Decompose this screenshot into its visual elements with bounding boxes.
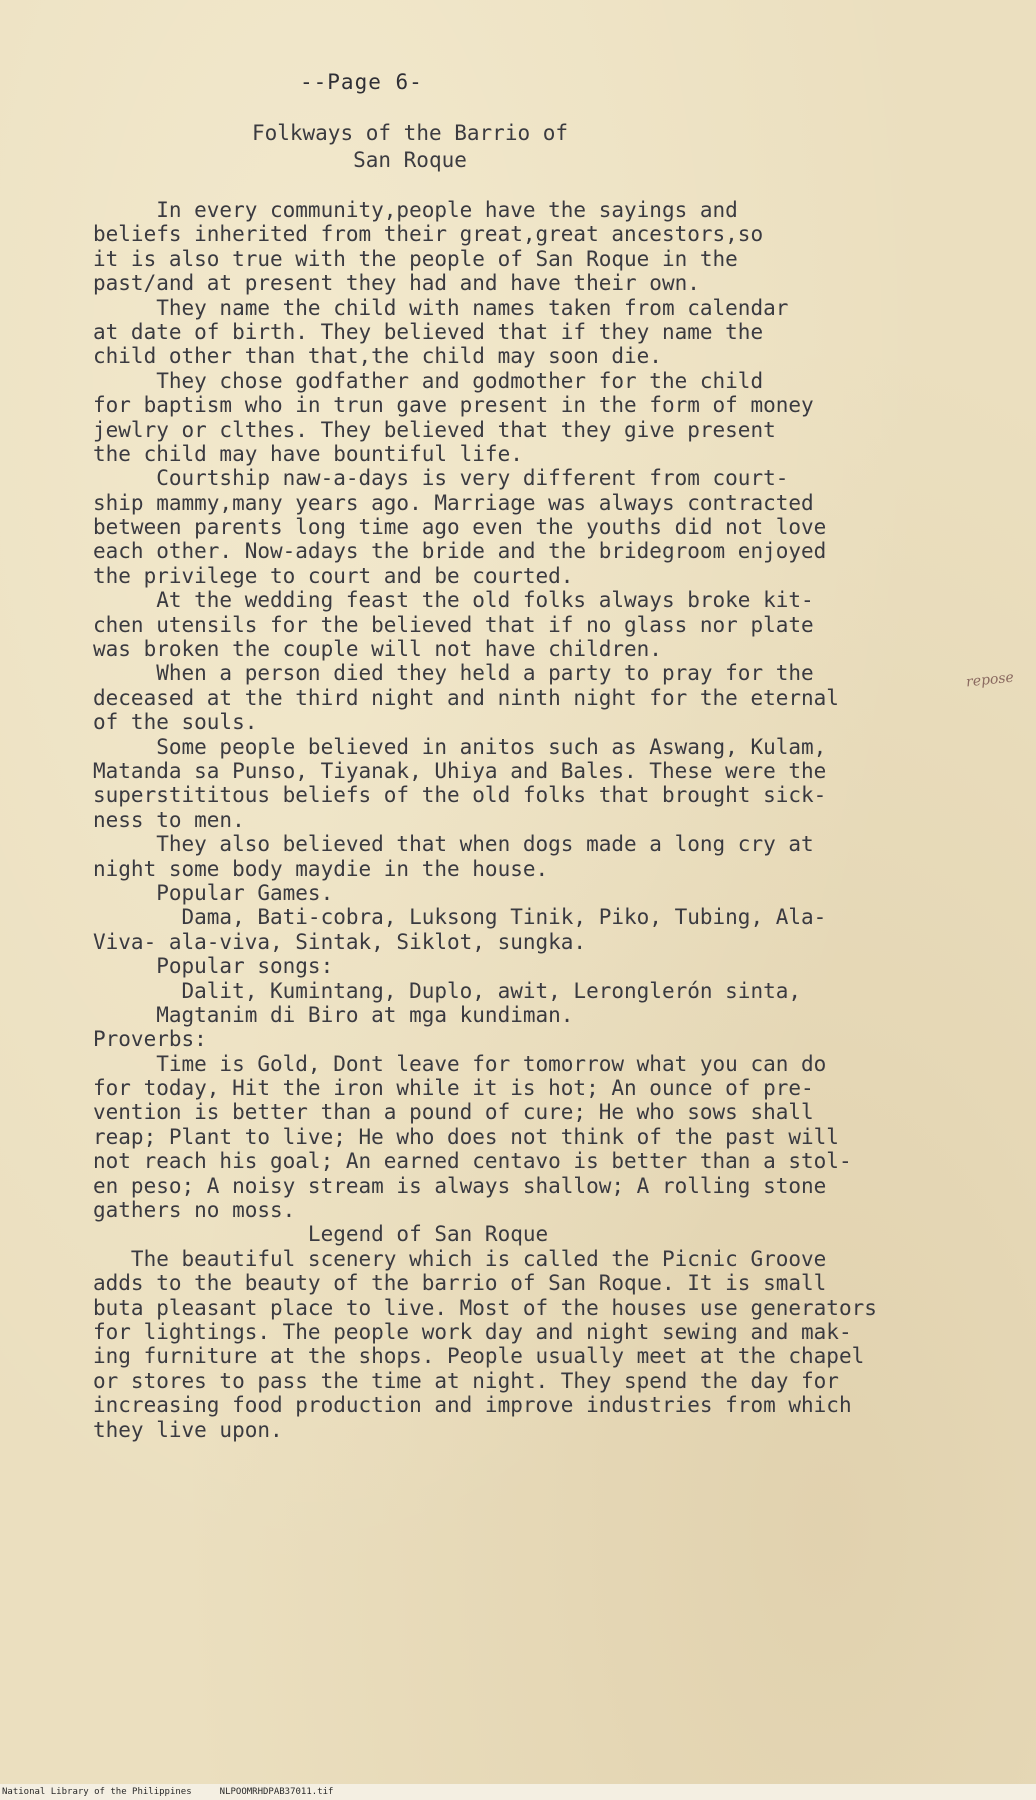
text-line: They name the child with names taken from calendar: [93, 295, 789, 320]
text-line: increasing food production and improve industries from which: [93, 1393, 852, 1418]
text-line: night some body maydie in the house.: [93, 856, 549, 881]
text-line: Some people believed in anitos such as Aswang, Kulam,: [93, 734, 827, 759]
text-line: adds to the beauty of the barrio of San Roque. It is small: [93, 1271, 827, 1296]
text-line: vention is better than a pound of cure; He who sows shall: [93, 1100, 814, 1125]
text-line: In every community,people have the sayings and: [93, 198, 738, 222]
text-line: Matanda sa Punso, Tiyanak, Uhiya and Bales. These were the: [93, 758, 827, 783]
footer-file-name: NLPOOMRHDPAB37011.tif: [219, 1787, 334, 1797]
text-line: the privilege to court and be courted.: [93, 563, 574, 588]
text-line: Time is Gold, Dont leave for tomorrow what you can do: [93, 1051, 827, 1076]
text-line: ship mammy,many years ago. Marriage was always contracted: [93, 490, 814, 515]
text-line: child other than that,the child may soon die.: [93, 344, 662, 369]
text-line: jewlry or clthes. They believed that they give present: [93, 417, 776, 442]
text-line: or stores to pass the time at night. They spend the day for: [93, 1368, 839, 1393]
text-line: Courtship naw-a-days is very different from court-: [93, 466, 789, 491]
text-line: Popular songs:: [93, 954, 334, 979]
text-line: When a person died they held a party to pray for the: [93, 661, 814, 686]
text-line: reap; Plant to live; He who does not think of the past will: [93, 1124, 839, 1149]
text-line: they live upon.: [93, 1417, 283, 1442]
text-line: ing furniture at the shops. People usually meet at the chapel: [93, 1344, 865, 1369]
page-number: --Page 6-: [300, 70, 423, 94]
footer-library: National Library of the Philippines: [2, 1787, 192, 1797]
body-text: [0, 198, 1036, 1442]
scan-footer: [0, 1784, 1036, 1800]
text-line: The beautiful scenery which is called the Picnic Groove: [93, 1246, 827, 1271]
text-line: at date of birth. They believed that if they name the: [93, 319, 764, 344]
text-line: gathers no moss.: [93, 1198, 296, 1223]
text-line: past/and at present they had and have their own.: [93, 271, 700, 296]
text-line: Dama, Bati-cobra, Luksong Tinik, Piko, Tubing, Ala-: [93, 905, 827, 930]
text-line: it is also true with the people of San Roque in the: [93, 246, 738, 271]
text-line: was broken the couple will not have children.: [93, 637, 662, 662]
text-line: They also believed that when dogs made a long cry at: [93, 832, 814, 857]
text-line: Proverbs:: [93, 1027, 207, 1052]
text-line: for lightings. The people work day and night sewing and mak-: [93, 1319, 852, 1344]
text-line: ness to men.: [93, 807, 245, 832]
handwritten-margin-note: repose: [965, 669, 1015, 691]
text-line: At the wedding feast the old folks always broke kit-: [93, 588, 814, 613]
text-line: Viva- ala-viva, Sintak, Siklot, sungka.: [93, 929, 587, 954]
title-line-2: San Roque: [353, 148, 467, 172]
text-line: not reach his goal; An earned centavo is better than a stol-: [93, 1149, 852, 1174]
text-line: beliefs inherited from their great,great ancestors,so: [93, 222, 764, 247]
text-line: each other. Now-adays the bride and the bridegroom enjoyed: [93, 539, 827, 564]
text-line: for baptism who in trun gave present in the form of money: [93, 393, 814, 418]
text-line: en peso; A noisy stream is always shallow; A rolling stone: [93, 1173, 827, 1198]
text-line: between parents long time ago even the youths did not love: [93, 515, 827, 540]
text-line: of the souls.: [93, 710, 258, 735]
page-title: [190, 120, 630, 174]
text-line: deceased at the third night and ninth night for the eternal: [93, 685, 839, 710]
text-line: for today, Hit the iron while it is hot; An ounce of pre-: [93, 1076, 814, 1101]
text-line: buta pleasant place to live. Most of the houses use generators: [93, 1295, 877, 1320]
text-line: superstititous beliefs of the old folks that brought sick-: [93, 783, 827, 808]
text-line: chen utensils for the believed that if no glass nor plate: [93, 612, 814, 637]
text-line: Magtanim di Biro at mga kundiman.: [93, 1002, 574, 1027]
text-line: Legend of San Roque: [93, 1222, 549, 1247]
text-line: Popular Games.: [93, 880, 334, 905]
text-line: They chose godfather and godmother for the child: [93, 368, 764, 393]
text-line: the child may have bountiful life.: [93, 441, 523, 466]
title-line-1: Folkways of the Barrio of: [251, 121, 569, 145]
text-line: Dalit, Kumintang, Duplo, awit, Leronglerón sinta,: [93, 978, 802, 1003]
